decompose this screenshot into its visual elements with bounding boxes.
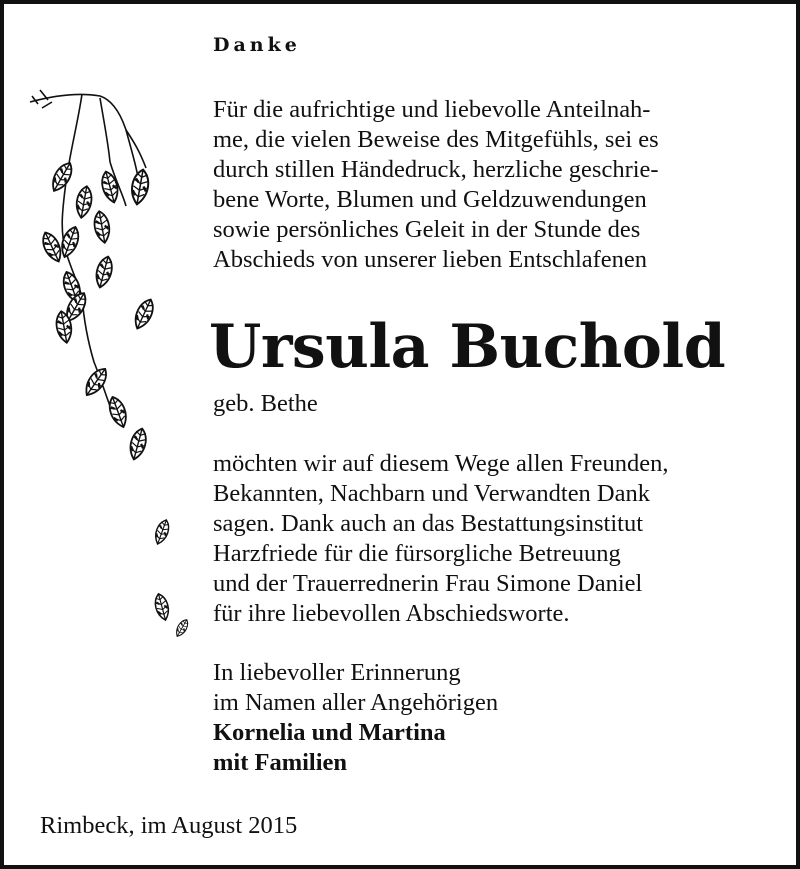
closing-line: im Namen aller Angehörigen [213, 689, 499, 716]
thanks-line: und der Trauerrednerin Frau Simone Daniel [213, 570, 643, 597]
thanks-line: sagen. Dank auch an das Bestattungsinstitut [213, 510, 644, 537]
closing-line: In liebevoller Erinnerung [213, 659, 461, 686]
intro-line: sowie persönliches Geleit in der Stunde des [213, 216, 641, 243]
intro-line: bene Worte, Blumen und Geldzuwendungen [213, 186, 647, 213]
intro-paragraph [213, 95, 773, 275]
thanks-paragraph [213, 449, 773, 629]
thanks-line: Bekannten, Nachbarn und Verwandten Dank [213, 480, 651, 507]
maiden-name: geb. Bethe [213, 390, 318, 417]
place-date: Rimbeck, im August 2015 [40, 812, 298, 839]
intro-line: Abschieds von unserer lieben Entschlafenen [213, 246, 648, 273]
intro-line: durch stillen Händedruck, herzliche geschrie- [213, 156, 659, 183]
deceased-name: Ursula Buchold [209, 312, 726, 382]
closing-block [213, 658, 773, 778]
birch-branch-icon [22, 82, 192, 652]
signers: Kornelia und Martina [213, 719, 446, 746]
thanks-line: für ihre liebevollen Abschiedsworte. [213, 600, 570, 627]
intro-line: me, die vielen Beweise des Mitgefühls, sei es [213, 126, 659, 153]
thanks-line: Harzfriede für die fürsorgliche Betreuung [213, 540, 621, 567]
thanks-line: möchten wir auf diesem Wege allen Freunden, [213, 450, 669, 477]
intro-line: Für die aufrichtige und liebevolle Anteilnah- [213, 96, 651, 123]
heading-thanks: Danke [213, 34, 301, 56]
signers-suffix: mit Familien [213, 749, 348, 776]
